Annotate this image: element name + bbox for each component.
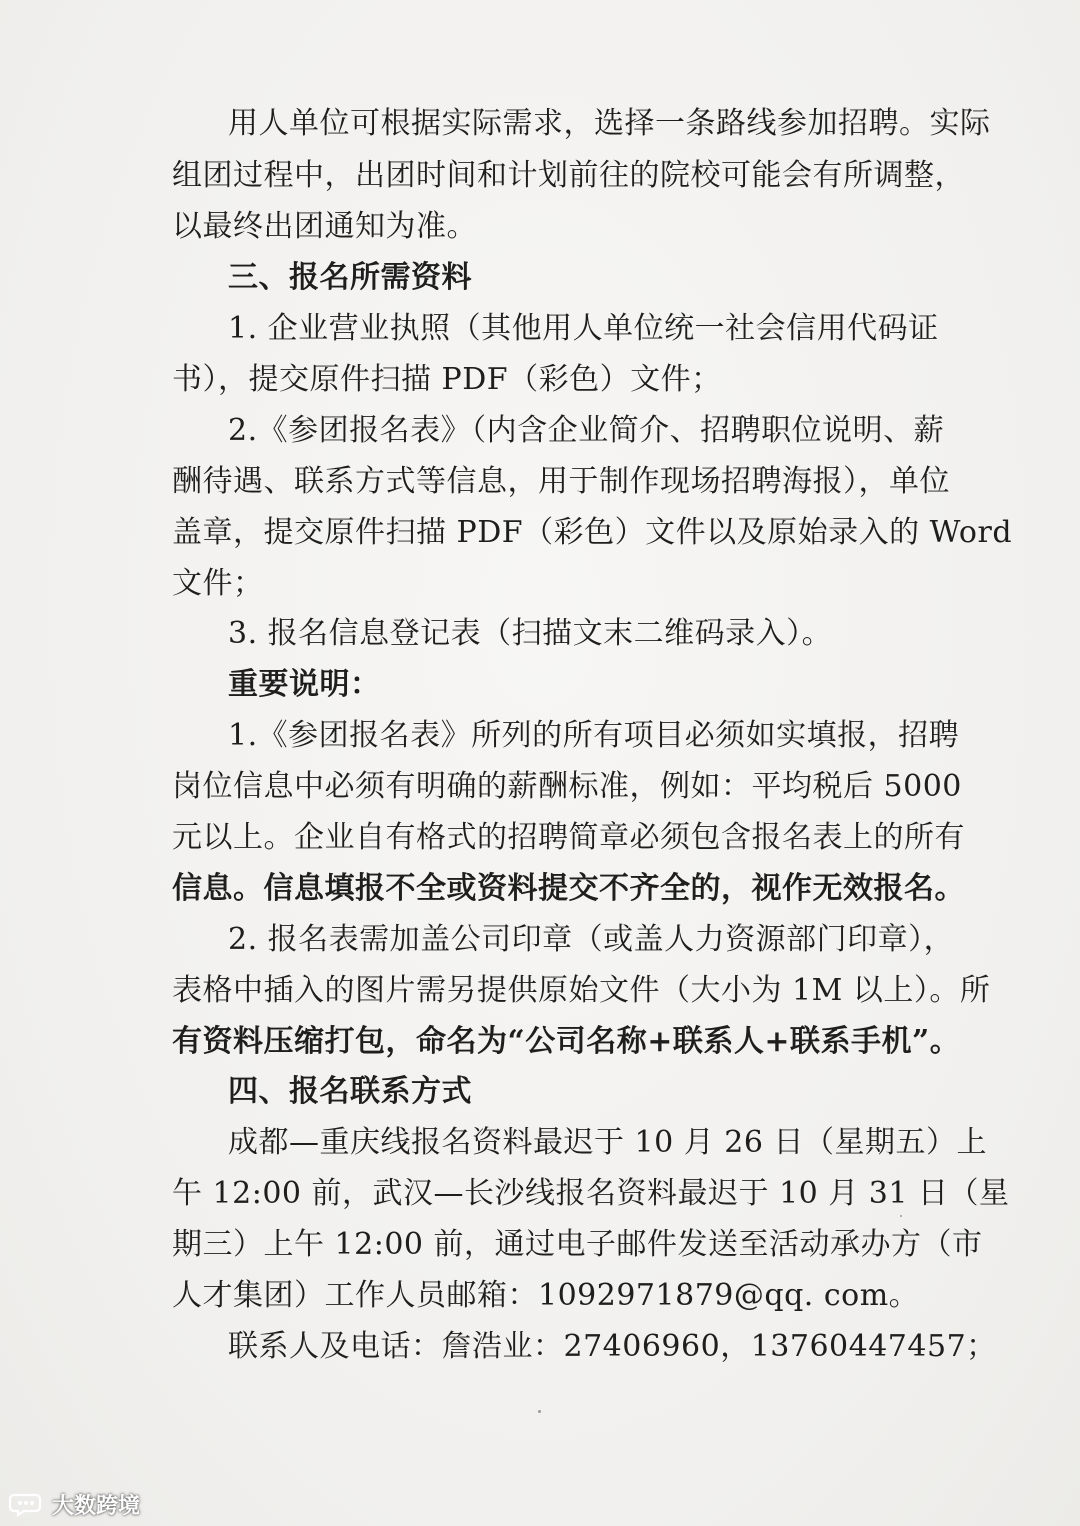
para-1-line-2: 组团过程中，出团时间和计划前往的院校可能会有所调整， [172, 158, 965, 193]
watermark-text: 大数跨境 [52, 1493, 141, 1519]
chat-bubble-logo-icon [10, 1492, 44, 1516]
note-1-line-4: 信息。信息填报不全或资料提交不齐全的，视作无效报名。 [172, 871, 965, 906]
contact-para-line-1: 成都—重庆线报名资料最迟于 10 月 26 日（星期五）上 [228, 1125, 987, 1160]
note-2-line-3: 有资料压缩打包，命名为“公司名称+联系人+联系手机”。 [172, 1024, 961, 1059]
note-2-line-1: 2. 报名表需加盖公司印章（或盖人力资源部门印章）， [228, 922, 955, 957]
contact-para-line-3: 期三）上午 12:00 前，通过电子邮件发送至活动承办方（市 [172, 1227, 983, 1262]
item-1-line-2: 书），提交原件扫描 PDF（彩色）文件； [172, 362, 722, 397]
note-2-line-2: 表格中插入的图片需另提供原始文件（大小为 1M 以上）。所 [172, 973, 991, 1008]
watermark [10, 1488, 140, 1520]
note-1-line-1: 1.《参团报名表》所列的所有项目必须如实填报，招聘 [228, 718, 960, 753]
item-2-line-3: 盖章，提交原件扫描 PDF（彩色）文件以及原始录入的 Word [172, 515, 1013, 550]
section-3-heading: 三、报名所需资料 [228, 260, 472, 295]
contact-para-line-4: 人才集团）工作人员邮箱：1092971879@qq. com。 [172, 1278, 920, 1313]
item-2-line-4: 文件； [172, 566, 264, 601]
contact-para-line-2: 午 12:00 前，武汉—长沙线报名资料最迟于 10 月 31 日（星 [172, 1176, 1010, 1211]
scan-speck [900, 1215, 902, 1217]
important-notes-heading: 重要说明： [228, 667, 381, 702]
note-1-line-2: 岗位信息中必须有明确的薪酬标准，例如：平均税后 5000 [172, 769, 962, 804]
section-4-heading: 四、报名联系方式 [228, 1074, 472, 1109]
note-1-line-3: 元以上。企业自有格式的招聘简章必须包含报名表上的所有 [172, 820, 965, 855]
para-1-line-3: 以最终出团通知为准。 [172, 209, 477, 244]
para-1-line-1: 用人单位可根据实际需求，选择一条路线参加招聘。实际 [228, 106, 991, 141]
item-2-line-2: 酬待遇、联系方式等信息，用于制作现场招聘海报），单位 [172, 464, 950, 499]
scan-speck [538, 1410, 541, 1413]
item-1-line-1: 1. 企业营业执照（其他用人单位统一社会信用代码证 [228, 311, 939, 346]
item-2-line-1: 2.《参团报名表》（内含企业简介、招聘职位说明、薪 [228, 413, 945, 448]
item-3-line-1: 3. 报名信息登记表（扫描文末二维码录入）。 [228, 616, 833, 651]
contact-person-line: 联系人及电话：詹浩业：27406960，13760447457； [228, 1329, 997, 1364]
